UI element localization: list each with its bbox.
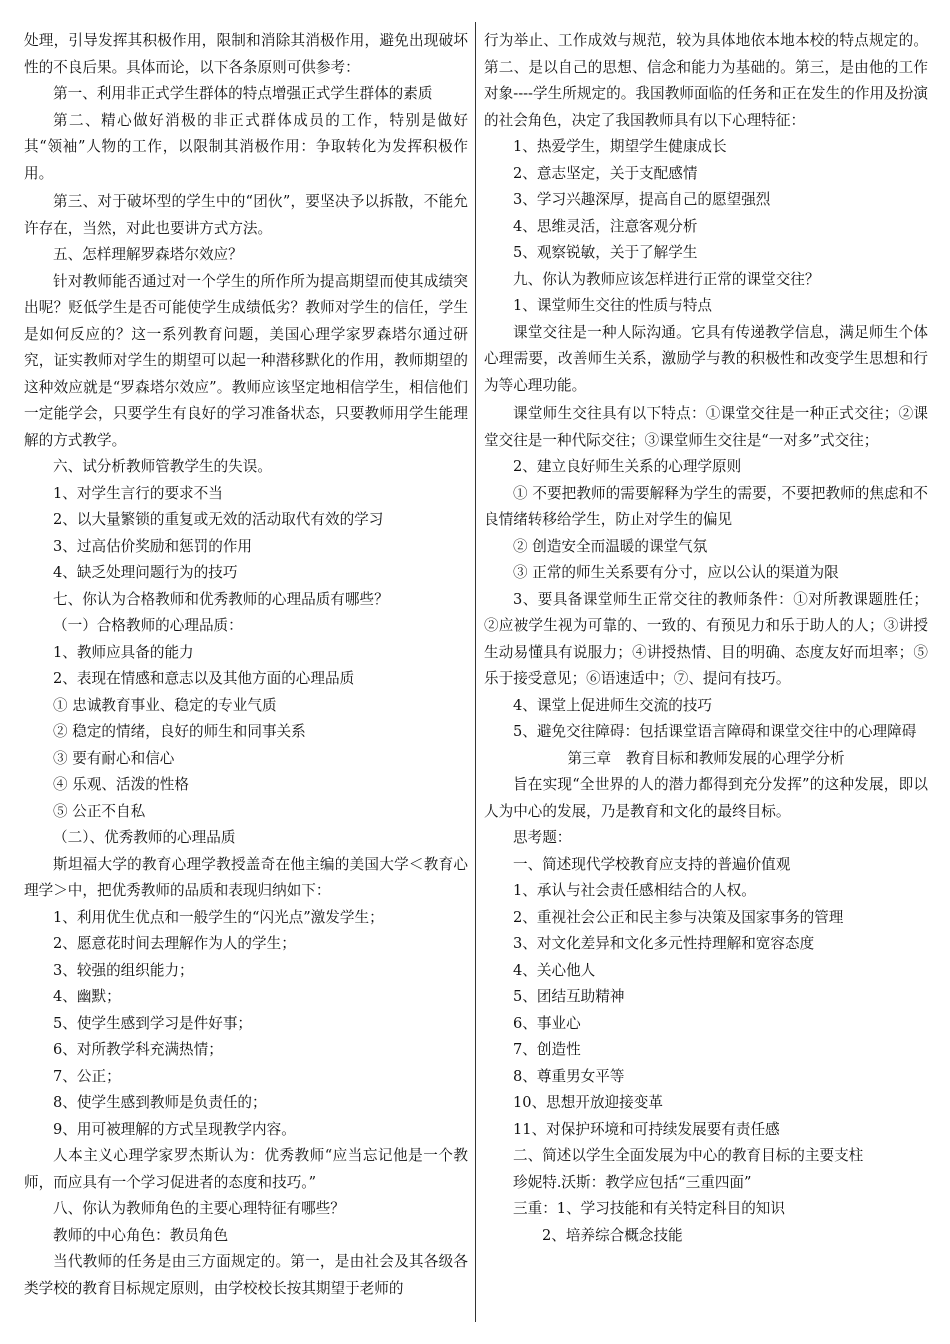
paragraph: ③ 要有耐心和信心 xyxy=(53,749,175,767)
paragraph: 5、团结互助精神 xyxy=(513,988,625,1005)
paragraph: 6、对所教学科充满热情； xyxy=(53,1041,223,1058)
right-column xyxy=(484,28,928,1249)
paragraph: 针对教师能否通过对一个学生的所作所为提高期望而使其成绩突出呢？贬低学生是否可能使学生成绩低劣？教师对学生的信任，学生是如何反应的？这一系列教育问题，美国心理学家罗森塔尔通过研究，证实教师对学生的期望可以起一种潜移默化的作用，教师期望的这种效应就是“罗森塔尔效应”。教师应该坚定地相信学生，相信他们一定能学会，只要学生有良好的学习准备状态，只要教师用学生能理解的方式教学。 xyxy=(24,272,468,449)
paragraph: 7、公正； xyxy=(53,1067,121,1085)
paragraph: 一、简述现代学校教育应支持的普遍价值观 xyxy=(513,855,791,873)
paragraph: 思考题： xyxy=(513,829,572,846)
paragraph: 4、思维灵活，注意客观分析 xyxy=(513,217,698,235)
paragraph: 七、你认为合格教师和优秀教师的心理品质有哪些？ xyxy=(53,590,389,608)
paragraph: 11、对保护环境和可持续发展要有责任感 xyxy=(513,1120,780,1138)
paragraph: 课堂师生交往具有以下特点：①课堂交往是一种正式交往；②课堂交往是一种代际交往；③课堂师生交往是“一对多”式交往； xyxy=(484,405,928,449)
column-divider xyxy=(475,22,476,1322)
paragraph: 斯坦福大学的教育心理学教授盖奇在他主编的美国大学＜教育心理学＞中，把优秀教师的品质和表现归纳如下： xyxy=(24,855,468,899)
paragraph: 珍妮特.沃斯：教学应包括“三重四面” xyxy=(513,1173,752,1191)
paragraph: 10、思想开放迎接变革 xyxy=(513,1094,663,1111)
paragraph: （二）、优秀教师的心理品质 xyxy=(53,829,236,846)
paragraph: 2、意志坚定，关于支配感情 xyxy=(513,164,698,182)
paragraph: 5、观察锐敏，关于了解学生 xyxy=(513,244,698,261)
paragraph: 4、幽默； xyxy=(53,988,121,1005)
paragraph: 第二、精心做好消极的非正式群体成员的工作，特别是做好其“领袖”人物的工作，以限制其消极作用：争取转化为发挥积极作用。 xyxy=(24,111,468,182)
paragraph: 八、你认为教师角色的主要心理特征有哪些？ xyxy=(53,1200,345,1217)
paragraph: 4、关心他人 xyxy=(513,961,596,979)
paragraph: 5、避免交往障碍：包括课堂语言障碍和课堂交往中的心理障碍 xyxy=(513,723,917,740)
paragraph: ① 不要把教师的需要解释为学生的需要，不要把教师的焦虑和不良情绪转移给学生，防止对学生的偏见 xyxy=(484,484,928,528)
paragraph: 1、利用优生优点和一般学生的“闪光点”激发学生； xyxy=(53,908,384,926)
paragraph: 8、使学生感到教师是负责任的； xyxy=(53,1094,267,1111)
paragraph: 2、建立良好师生关系的心理学原则 xyxy=(513,458,742,475)
paragraph: 二、简述以学生全面发展为中心的教育目标的主要支柱 xyxy=(513,1147,864,1164)
paragraph: 三重：1、学习技能和有关特定科目的知识 xyxy=(513,1200,785,1217)
paragraph: 5、使学生感到学习是件好事； xyxy=(53,1014,253,1032)
paragraph: 3、较强的组织能力； xyxy=(53,961,194,979)
paragraph: 4、缺乏处理问题行为的技巧 xyxy=(53,564,238,581)
paragraph: 当代教师的任务是由三方面规定的。第一，是由社会及其各级各类学校的教育目标规定原则，由学校校长按其期望于老师的 xyxy=(24,1253,468,1297)
paragraph: 4、课堂上促进师生交流的技巧 xyxy=(513,696,713,714)
paragraph: 旨在实现“全世界的人的潜力都得到充分发挥”的这种发展，即以人为中心的发展，乃是教育和文化的最终目标。 xyxy=(484,776,928,820)
paragraph: 六、试分析教师管教学生的失误。 xyxy=(53,458,272,475)
paragraph: 2、重视社会公正和民主参与决策及国家事务的管理 xyxy=(513,908,844,926)
paragraph: 6、事业心 xyxy=(513,1014,581,1032)
paragraph: 第三、对于破坏型的学生中的“团伙”，要坚决予以拆散，不能允许存在，当然，对此也要讲方式方法。 xyxy=(24,193,468,237)
paragraph: ① 忠诚教育事业、稳定的专业气质 xyxy=(53,696,277,714)
paragraph: 2、表现在情感和意志以及其他方面的心理品质 xyxy=(53,670,355,687)
paragraph: 1、课堂师生交往的性质与特点 xyxy=(513,297,713,314)
paragraph: 1、承认与社会责任感相结合的人权。 xyxy=(513,882,756,899)
paragraph: 处理，引导发挥其积极作用，限制和消除其消极作用，避免出现破坏性的不良后果。具体而论，以下各条原则可供参考： xyxy=(24,32,468,76)
paragraph: 1、教师应具备的能力 xyxy=(53,643,194,661)
paragraph: 教师的中心角色：教员角色 xyxy=(53,1226,229,1244)
paragraph: ③ 正常的师生关系要有分寸，应以公认的渠道为限 xyxy=(513,564,839,581)
paragraph: ② 创造安全而温暖的课堂气氛 xyxy=(513,537,708,555)
paragraph: ④ 乐观、活泼的性格 xyxy=(53,776,189,793)
paragraph: 行为举止、工作成效与规范，较为具体地依本地本校的特点规定的。第二、是以自己的思想、信念和能力为基础的。第三，是由他的工作对象----学生所规定的。我国教师面临的任务和正在发生的作用及扮演的社会角色，决定了我国教师具有以下心理特征： xyxy=(484,32,928,129)
paragraph: 第一、利用非正式学生群体的特点增强正式学生群体的素质 xyxy=(53,85,433,102)
paragraph: 2、愿意花时间去理解作为人的学生； xyxy=(53,935,296,952)
paragraph: 1、对学生言行的要求不当 xyxy=(53,484,223,502)
paragraph: 人本主义心理学家罗杰斯认为：优秀教师“应当忘记他是一个教师，而应具有一个学习促进者的态度和技巧。” xyxy=(24,1147,468,1191)
paragraph: 3、过高估价奖励和惩罚的作用 xyxy=(53,537,253,555)
paragraph: ② 稳定的情绪，良好的师生和同事关系 xyxy=(53,723,306,740)
paragraph: 课堂交往是一种人际沟通。它具有传递教学信息，满足师生个体心理需要，改善师生关系，激励学与教的积极性和改变学生思想和行为等心理功能。 xyxy=(484,323,928,394)
left-column xyxy=(24,28,468,1302)
paragraph: 8、尊重男女平等 xyxy=(513,1067,625,1085)
paragraph: 2、以大量繁锁的重复或无效的活动取代有效的学习 xyxy=(53,511,384,528)
paragraph: 五、怎样理解罗森塔尔效应？ xyxy=(53,246,243,263)
paragraph: 2、培养综合概念技能 xyxy=(542,1226,683,1244)
paragraph: 3、对文化差异和文化多元性持理解和宽容态度 xyxy=(513,935,815,952)
paragraph: 3、要具备课堂师生正常交往的教师条件：①对所教课题胜任；②应被学生视为可靠的、一致的、有预见力和乐于助人的人；③讲授生动易懂具有说服力；④讲授热情、目的明确、态度友好而坦率；⑤乐于接受意见；⑥语速适中；⑦、提问有技巧。 xyxy=(484,590,928,687)
paragraph: 1、热爱学生，期望学生健康成长 xyxy=(513,138,727,155)
paragraph: 7、创造性 xyxy=(513,1041,581,1058)
paragraph: （一）合格教师的心理品质： xyxy=(53,617,243,634)
paragraph: ⑤ 公正不自私 xyxy=(53,802,146,820)
paragraph: 9、用可被理解的方式呈现教学内容。 xyxy=(53,1120,296,1138)
paragraph: 九、你认为教师应该怎样进行正常的课堂交往？ xyxy=(513,270,820,288)
paragraph: 3、学习兴趣深厚，提高自己的愿望强烈 xyxy=(513,191,771,208)
chapter-heading: 第三章 教育目标和教师发展的心理学分析 xyxy=(567,749,845,767)
